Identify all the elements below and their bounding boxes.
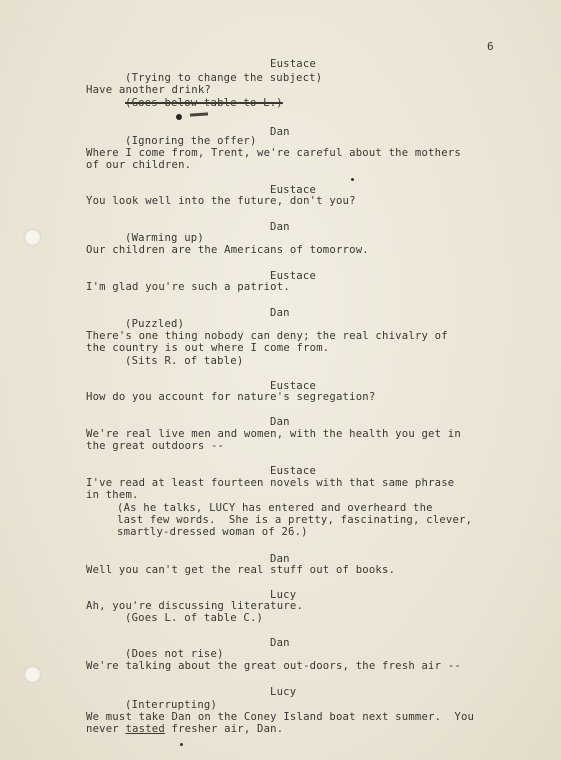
dialogue-line: Have another drink? — [86, 84, 211, 96]
stage-direction: (As he talks, LUCY has entered and overheard the — [117, 502, 433, 514]
dialogue-line: in them. — [86, 489, 139, 501]
character-name: Dan — [270, 221, 290, 233]
dialogue-line: We're talking about the great out-doors, the fresh air -- — [86, 660, 461, 672]
character-name: Eustace — [270, 58, 317, 70]
binder-hole — [24, 666, 41, 683]
dialogue-line: the country is out where I come from. — [86, 342, 330, 354]
stage-direction: last few words. She is a pretty, fascinating, clever, — [117, 514, 473, 526]
character-name: Dan — [270, 126, 290, 138]
stage-direction: (Goes L. of table C.) — [125, 612, 264, 624]
dialogue-line: the great outdoors -- — [86, 440, 225, 452]
stage-direction: (Trying to change the subject) — [125, 72, 323, 84]
dialogue-line: Where I come from, Trent, we're careful about the mothers — [86, 147, 461, 159]
dialogue-line: How do you account for nature's segregation? — [86, 391, 376, 403]
dialogue-line: You look well into the future, don't you? — [86, 195, 356, 207]
stage-direction: (Sits R. of table) — [125, 355, 244, 367]
character-name: Dan — [270, 307, 290, 319]
stage-direction: (Goes below table to L.) — [125, 97, 283, 109]
ink-blot — [176, 114, 182, 120]
stage-direction: (Interrupting) — [125, 699, 218, 711]
character-name: Eustace — [270, 270, 317, 282]
dialogue-line: There's one thing nobody can deny; the real chivalry of — [86, 330, 448, 342]
character-name: Eustace — [270, 380, 317, 392]
stage-direction: (Puzzled) — [125, 318, 185, 330]
underlined-word: tasted — [125, 723, 165, 735]
character-name: Lucy — [270, 686, 297, 698]
binder-hole — [24, 229, 41, 246]
dialogue-line: We must take Dan on the Coney Island boat next summer. You — [86, 711, 475, 723]
ink-speck — [351, 178, 354, 181]
dialogue-line: I've read at least fourteen novels with that same phrase — [86, 477, 455, 489]
character-name: Eustace — [270, 184, 317, 196]
dialogue-line: never tasted fresher air, Dan. — [86, 723, 284, 735]
dialogue-line: I'm glad you're such a patriot. — [86, 281, 290, 293]
dialogue-line: Our children are the Americans of tomorrow. — [86, 244, 369, 256]
dialogue-line: of our children. — [86, 159, 192, 171]
ink-smudge — [190, 112, 208, 116]
stage-direction: (Warming up) — [125, 232, 204, 244]
dialogue-line: We're real live men and women, with the health you get in — [86, 428, 461, 440]
stage-direction: (Does not rise) — [125, 648, 224, 660]
dialogue-line: Well you can't get the real stuff out of books. — [86, 564, 396, 576]
dialogue-line: Ah, you're discussing literature. — [86, 600, 304, 612]
ink-speck — [180, 743, 183, 746]
character-name: Eustace — [270, 465, 317, 477]
character-name: Dan — [270, 416, 290, 428]
stage-direction: (Ignoring the offer) — [125, 135, 257, 147]
character-name: Dan — [270, 637, 290, 649]
character-name: Lucy — [270, 589, 297, 601]
character-name: Dan — [270, 553, 290, 565]
page-number: 6 — [487, 40, 494, 53]
stage-direction: smartly-dressed woman of 26.) — [117, 526, 308, 538]
